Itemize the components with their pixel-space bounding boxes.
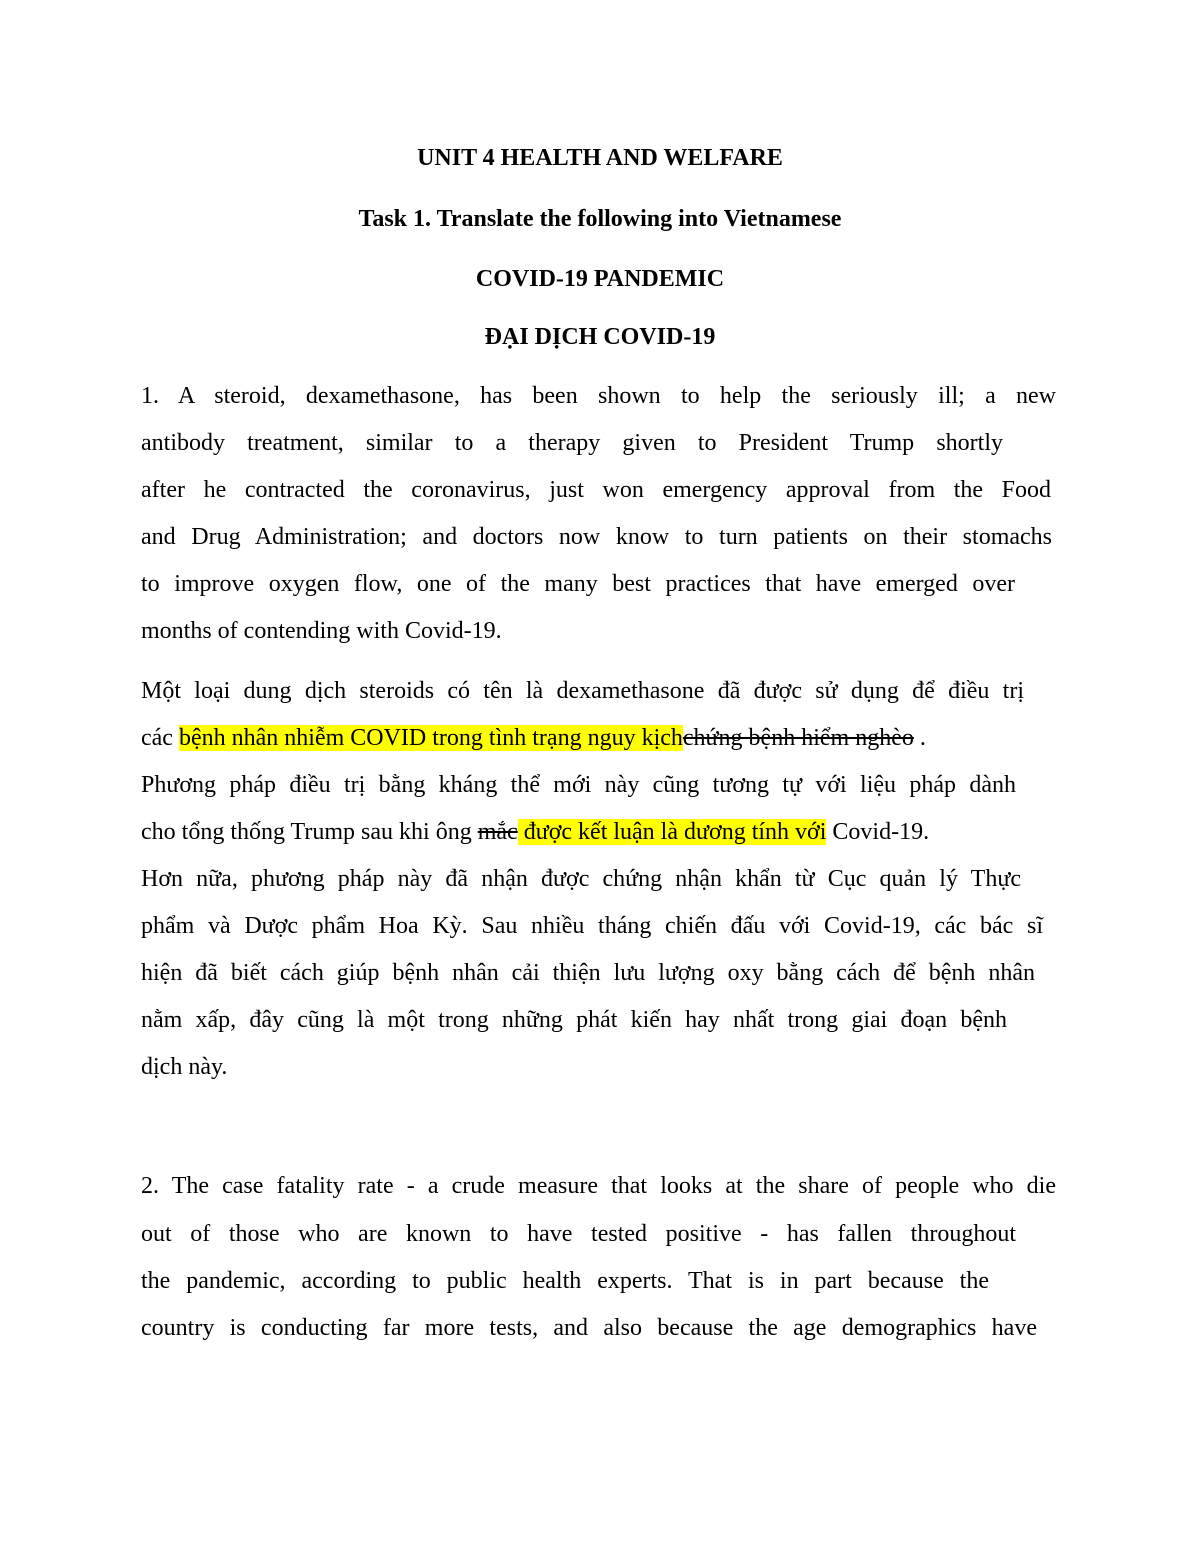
paragraph-1-en-line: 1. A steroid, dexamethasone, has been shown to help the seriously ill; a new (141, 383, 1056, 409)
paragraph-1-en-line: antibody treatment, similar to a therapy given to President Trump shortly (141, 430, 1003, 456)
vi-text: . (913, 725, 926, 751)
vi-text: các (141, 725, 179, 751)
paragraph-2-en-line: the pandemic, according to public health experts. That is in part because the (141, 1268, 989, 1294)
paragraph-1-en-line: months of contending with Covid-19. (141, 618, 502, 644)
paragraph-1-vi-line: Một loại dung dịch steroids có tên là dexamethasone đã được sử dụng để điều trị (141, 678, 1024, 704)
paragraph-1-vi-line: dịch này. (141, 1054, 228, 1080)
paragraph-2-en-line: 2. The case fatality rate - a crude measure that looks at the share of people who die (141, 1173, 1056, 1199)
highlighted-text: được kết luận là dương tính với (517, 819, 827, 845)
strikethrough-text: mắc (477, 819, 518, 845)
paragraph-1-vi-line: Phương pháp điều trị bằng kháng thể mới này cũng tương tự với liệu pháp dành (141, 772, 1016, 798)
paragraph-1-vi-line: Hơn nữa, phương pháp này đã nhận được chứng nhận khẩn từ Cục quản lý Thực (141, 866, 1021, 892)
strikethrough-text: chứng bệnh hiểm nghèo (682, 725, 914, 751)
task-heading: Task 1. Translate the following into Vietnamese (358, 206, 842, 232)
vi-text: cho tổng thống Trump sau khi ông (141, 819, 478, 845)
paragraph-2-en-line: country is conducting far more tests, and also because the age demographics have (141, 1315, 1037, 1341)
paragraph-1-vi-line: phẩm và Dược phẩm Hoa Kỳ. Sau nhiều tháng chiến đấu với Covid-19, các bác sĩ (141, 913, 1043, 939)
paragraph-2-en-line: out of those who are known to have tested positive - has fallen throughout (141, 1221, 1016, 1247)
vi-text: Covid-19. (826, 819, 930, 845)
paragraph-1-vi-line (141, 723, 1056, 753)
paragraph-1-vi-line: hiện đã biết cách giúp bệnh nhân cải thiện lưu lượng oxy bằng cách để bệnh nhân (141, 960, 1035, 986)
paragraph-1-vi-line: nằm xấp, đây cũng là một trong những phát kiến hay nhất trong giai đoạn bệnh (141, 1007, 1007, 1033)
paragraph-1-en-line: and Drug Administration; and doctors now know to turn patients on their stomachs (141, 524, 1052, 550)
paragraph-1-vi-line (141, 817, 1056, 847)
section-heading-en: COVID-19 PANDEMIC (475, 266, 725, 292)
paragraph-1-en-line: after he contracted the coronavirus, just won emergency approval from the Food (141, 477, 1051, 503)
paragraph-1-en-line: to improve oxygen flow, one of the many best practices that have emerged over (141, 571, 1015, 597)
section-heading-vi: ĐẠI DỊCH COVID-19 (484, 324, 716, 350)
unit-title: UNIT 4 HEALTH AND WELFARE (417, 145, 783, 171)
highlighted-text: bệnh nhân nhiễm COVID trong tình trạng nguy kịch (178, 725, 683, 751)
